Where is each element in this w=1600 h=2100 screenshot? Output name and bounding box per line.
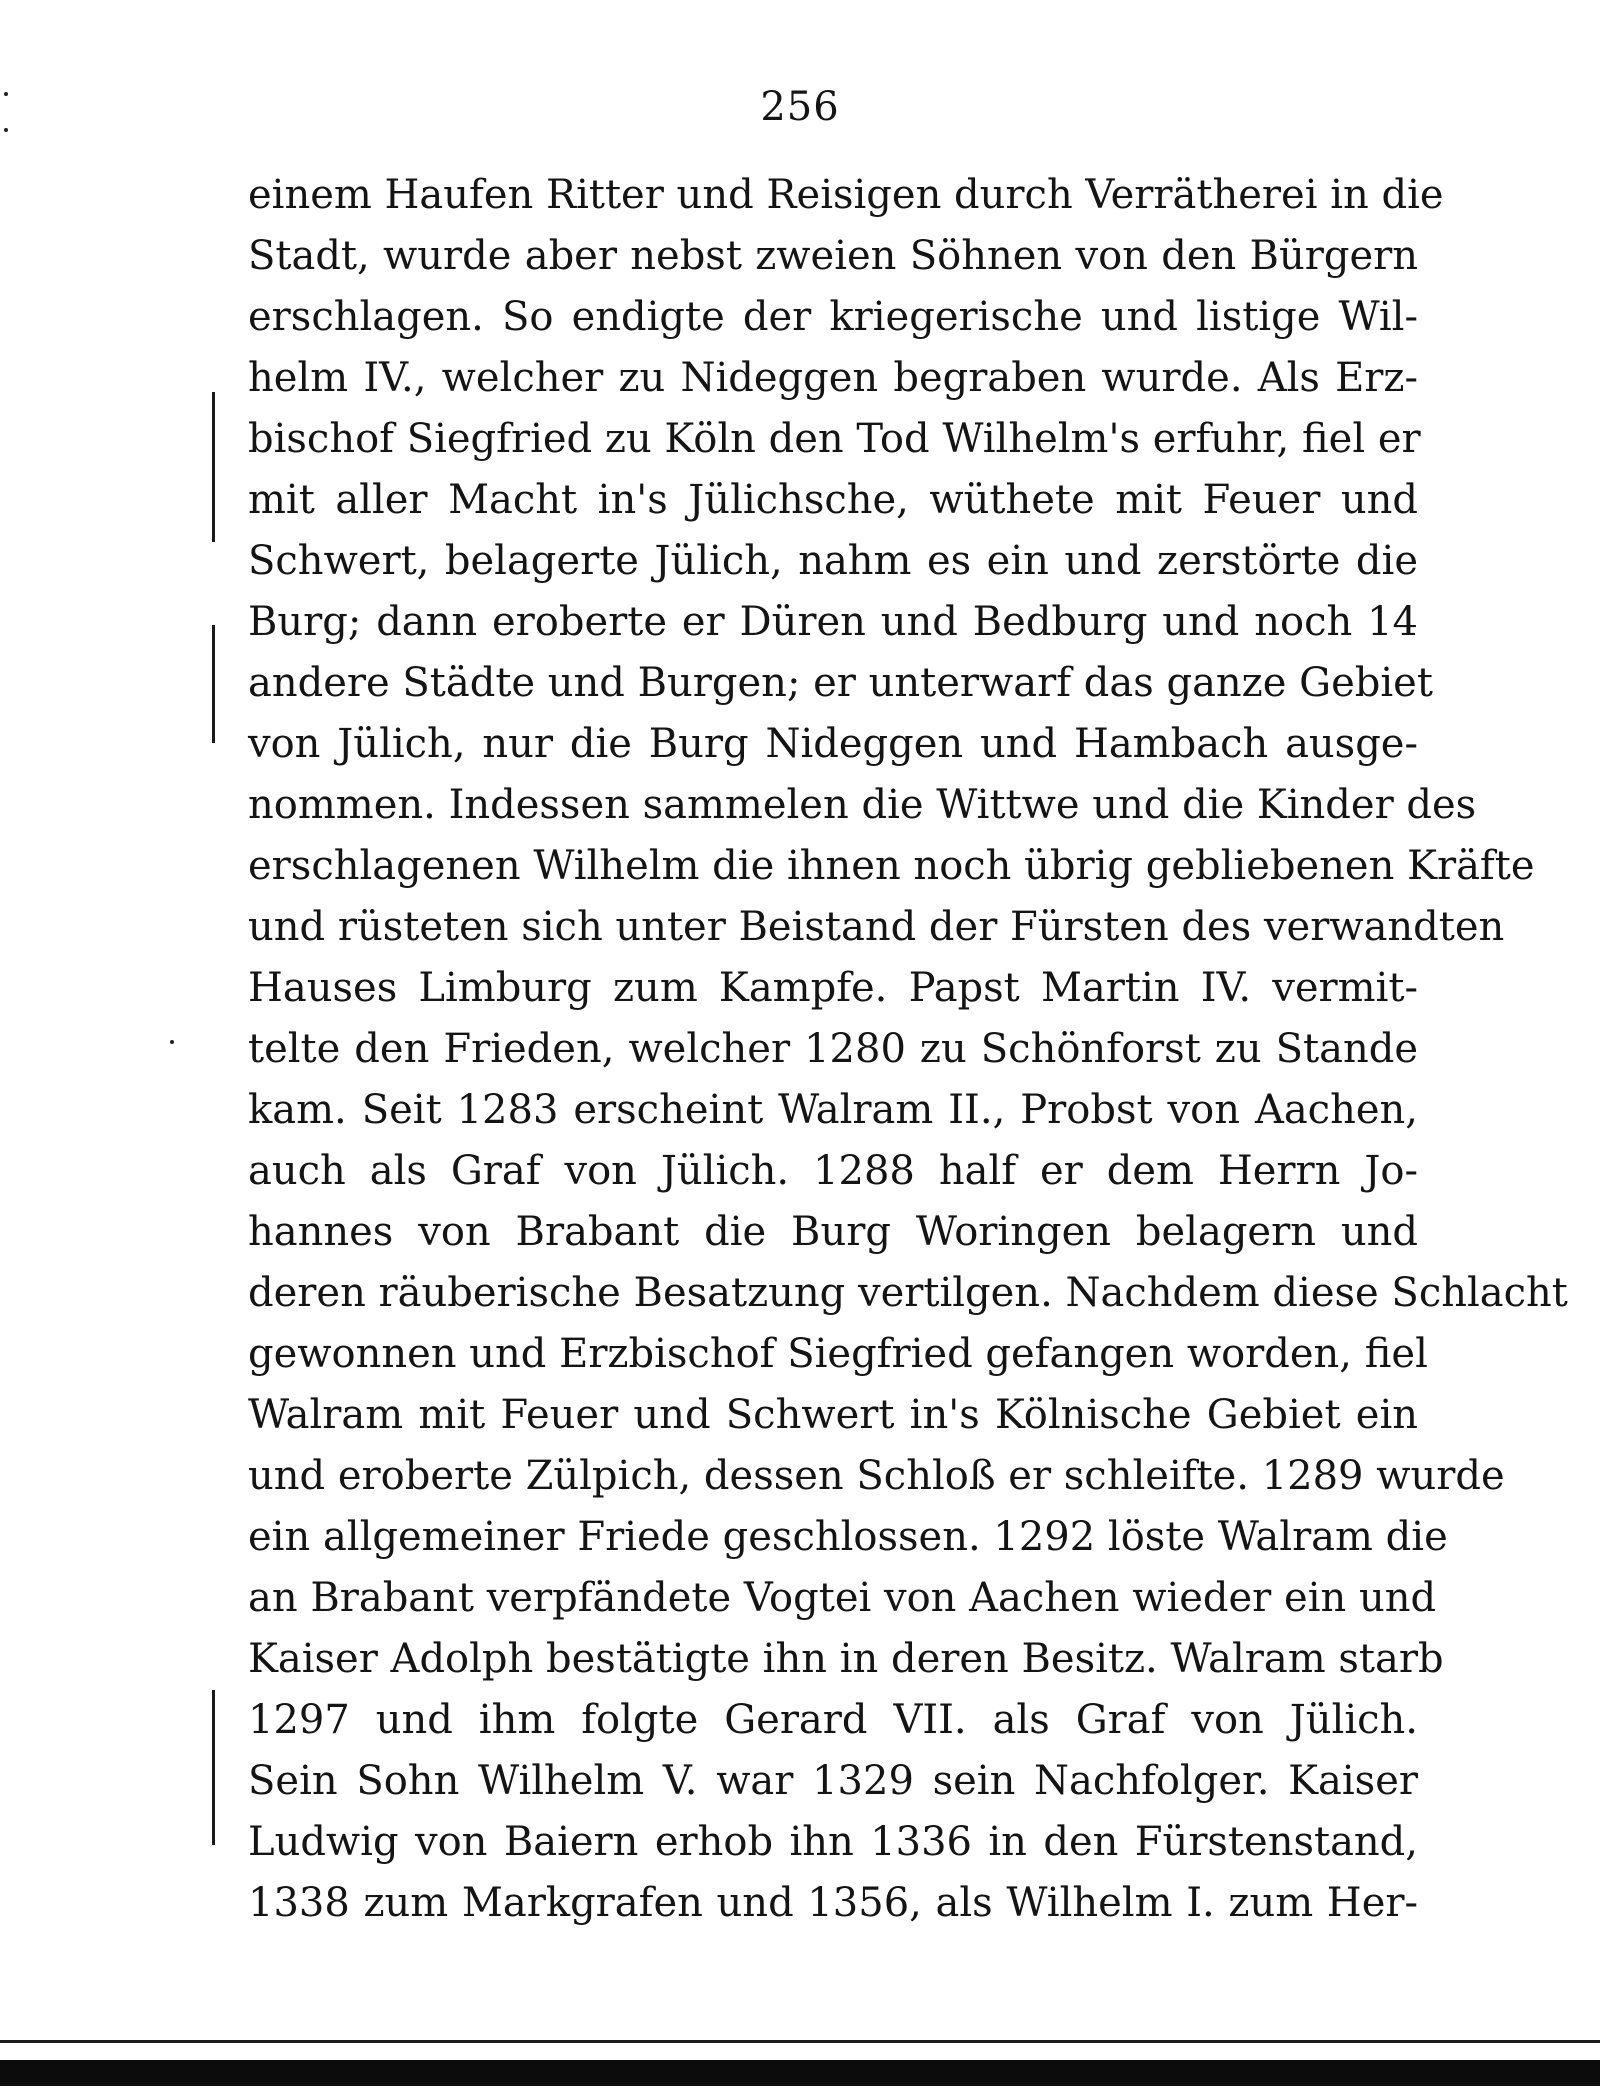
text-line: Sein Sohn Wilhelm V. war 1329 sein Nachfolger. Kaiser — [248, 1758, 1418, 1804]
text-line: kam. Seit 1283 erscheint Walram II., Probst von Aachen, — [248, 1087, 1418, 1133]
speck — [170, 1040, 174, 1044]
speck — [4, 128, 8, 132]
text-line: nommen. Indessen sammelen die Wittwe und die Kinder des — [248, 782, 1477, 828]
text-line: und eroberte Zülpich, dessen Schloß er schleifte. 1289 wurde — [248, 1453, 1505, 1499]
text-line: 1297 und ihm folgte Gerard VII. als Graf von Jülich. — [248, 1697, 1418, 1743]
text-line: erschlagen. So endigte der kriegerische und listige Wil- — [248, 294, 1418, 340]
margin-mark — [212, 1690, 215, 1845]
text-line: Hauses Limburg zum Kampfe. Papst Martin IV. vermit- — [248, 965, 1418, 1011]
body-text — [248, 165, 1568, 1934]
text-line: gewonnen und Erzbischof Siegfried gefangen worden, fiel — [248, 1331, 1428, 1377]
text-line: auch als Graf von Jülich. 1288 half er dem Herrn Jo- — [248, 1148, 1418, 1194]
text-line: hannes von Brabant die Burg Woringen belagern und — [248, 1209, 1418, 1255]
page-edge-bar — [0, 2060, 1600, 2086]
text-line: Kaiser Adolph bestätigte ihn in deren Besitz. Walram starb — [248, 1636, 1444, 1682]
text-line: deren räuberische Besatzung vertilgen. Nachdem diese Schlacht — [248, 1270, 1568, 1316]
page-number: 256 — [760, 84, 840, 130]
text-line: einem Haufen Ritter und Reisigen durch Verrätherei in die — [248, 172, 1444, 218]
text-line: an Brabant verpfändete Vogtei von Aachen wieder ein und — [248, 1575, 1437, 1621]
text-line: Burg; dann eroberte er Düren und Bedburg und noch 14 — [248, 599, 1418, 645]
text-line: helm IV., welcher zu Nideggen begraben wurde. Als Erz- — [248, 355, 1418, 401]
text-line: bischof Siegfried zu Köln den Tod Wilhelm's erfuhr, fiel er — [248, 416, 1421, 462]
text-line: telte den Frieden, welcher 1280 zu Schönforst zu Stande — [248, 1026, 1418, 1072]
speck — [4, 92, 8, 96]
text-line: Walram mit Feuer und Schwert in's Kölnische Gebiet ein — [248, 1392, 1418, 1438]
text-line: ein allgemeiner Friede geschlossen. 1292 löste Walram die — [248, 1514, 1448, 1560]
text-line: Schwert, belagerte Jülich, nahm es ein und zerstörte die — [248, 538, 1418, 584]
text-line: Ludwig von Baiern erhob ihn 1336 in den Fürstenstand, — [248, 1819, 1418, 1865]
text-line: erschlagenen Wilhelm die ihnen noch übrig gebliebenen Kräfte — [248, 843, 1535, 889]
page-edge-line — [0, 2040, 1600, 2043]
margin-mark — [212, 392, 215, 542]
text-line: von Jülich, nur die Burg Nideggen und Hambach ausge- — [248, 721, 1418, 767]
text-line: andere Städte und Burgen; er unterwarf das ganze Gebiet — [248, 660, 1433, 706]
text-line: Stadt, wurde aber nebst zweien Söhnen von den Bürgern — [248, 233, 1418, 279]
text-line: 1338 zum Markgrafen und 1356, als Wilhelm I. zum Her- — [248, 1880, 1418, 1926]
text-line: und rüsteten sich unter Beistand der Fürsten des verwandten — [248, 904, 1505, 950]
margin-mark — [212, 625, 215, 743]
text-line: mit aller Macht in's Jülichsche, wüthete mit Feuer und — [248, 477, 1418, 523]
